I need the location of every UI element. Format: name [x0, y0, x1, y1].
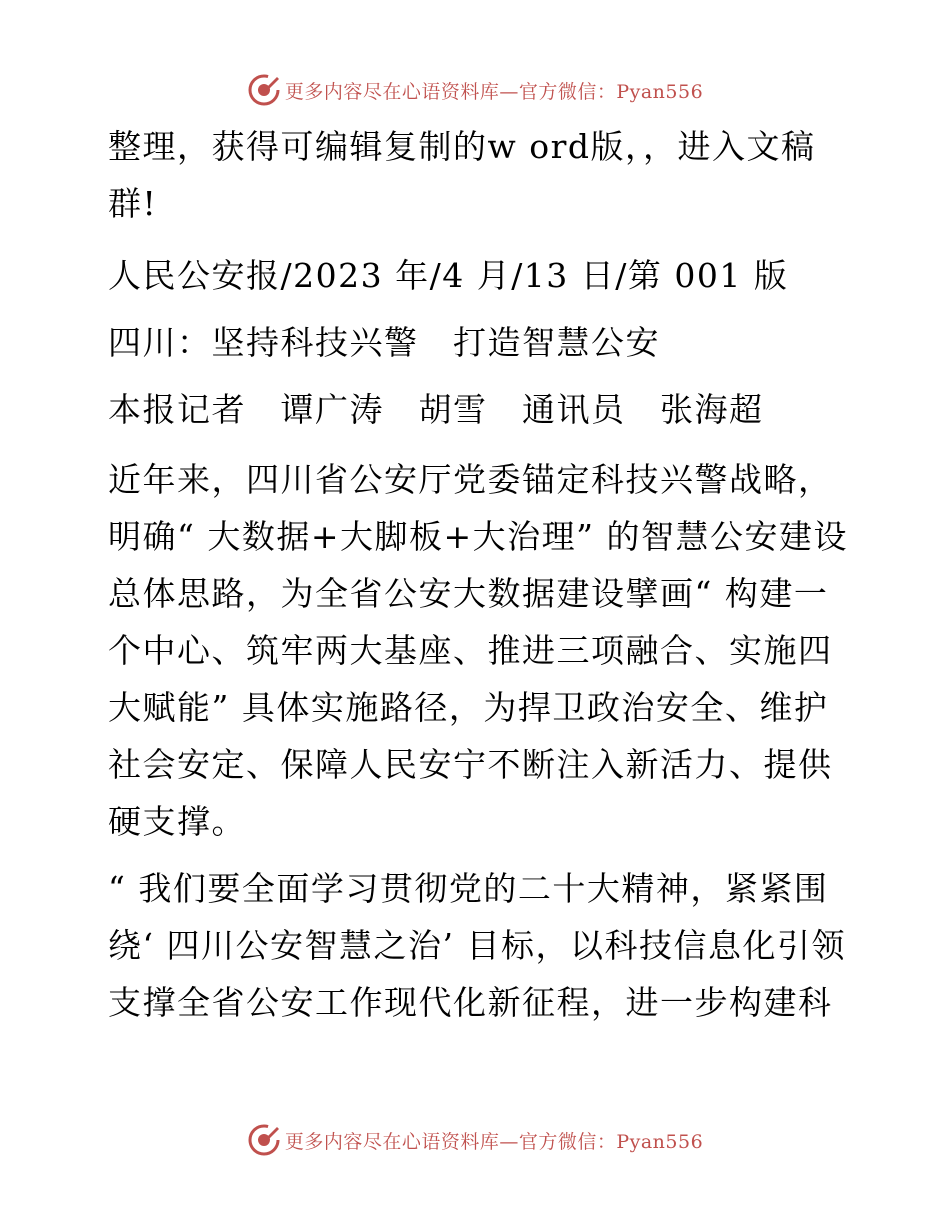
body-paragraph: “ 我们要全面学习贯彻党的二十大精神，紧紧围绕‘ 四川公安智慧之治’ 目标，以科技信息化引领支撑全省公安工作现代化新征程，进一步构建科: [108, 869, 846, 1022]
headline: 四川：坚持科技兴警 打造智慧公安: [108, 323, 660, 362]
footer-watermark: [0, 1120, 950, 1160]
pen-circle-logo-icon: [247, 73, 281, 107]
watermark-text: 更多内容尽在心语资料库—官方微信：Pyan556: [284, 1130, 704, 1153]
document-body: [98, 118, 858, 1031]
pen-circle-logo-icon: [247, 1123, 281, 1157]
watermark-text: 更多内容尽在心语资料库—官方微信：Pyan556: [284, 80, 704, 103]
header-watermark: [0, 70, 950, 110]
intro-paragraph: 整理，获得可编辑复制的w ord版，，进入文稿群!: [108, 127, 816, 223]
byline: 本报记者 谭广涛 胡雪 通讯员 张海超: [108, 390, 764, 429]
source-line: 人民公安报/2023 年/4 月/13 日/第 001 版: [108, 256, 789, 295]
body-paragraph: 近年来，四川省公安厅党委锚定科技兴警战略，明确“ 大数据+大脚板+大治理” 的智慧公安建设总体思路，为全省公安大数据建设擘画“ 构建一个中心、筑牢两大基座、推进三项融合、实施四大赋能” 具体实施路径，为捍卫政治安全、维护社会安定、保障人民安宁不断注入新活力、提供硬支撑。: [108, 460, 849, 841]
